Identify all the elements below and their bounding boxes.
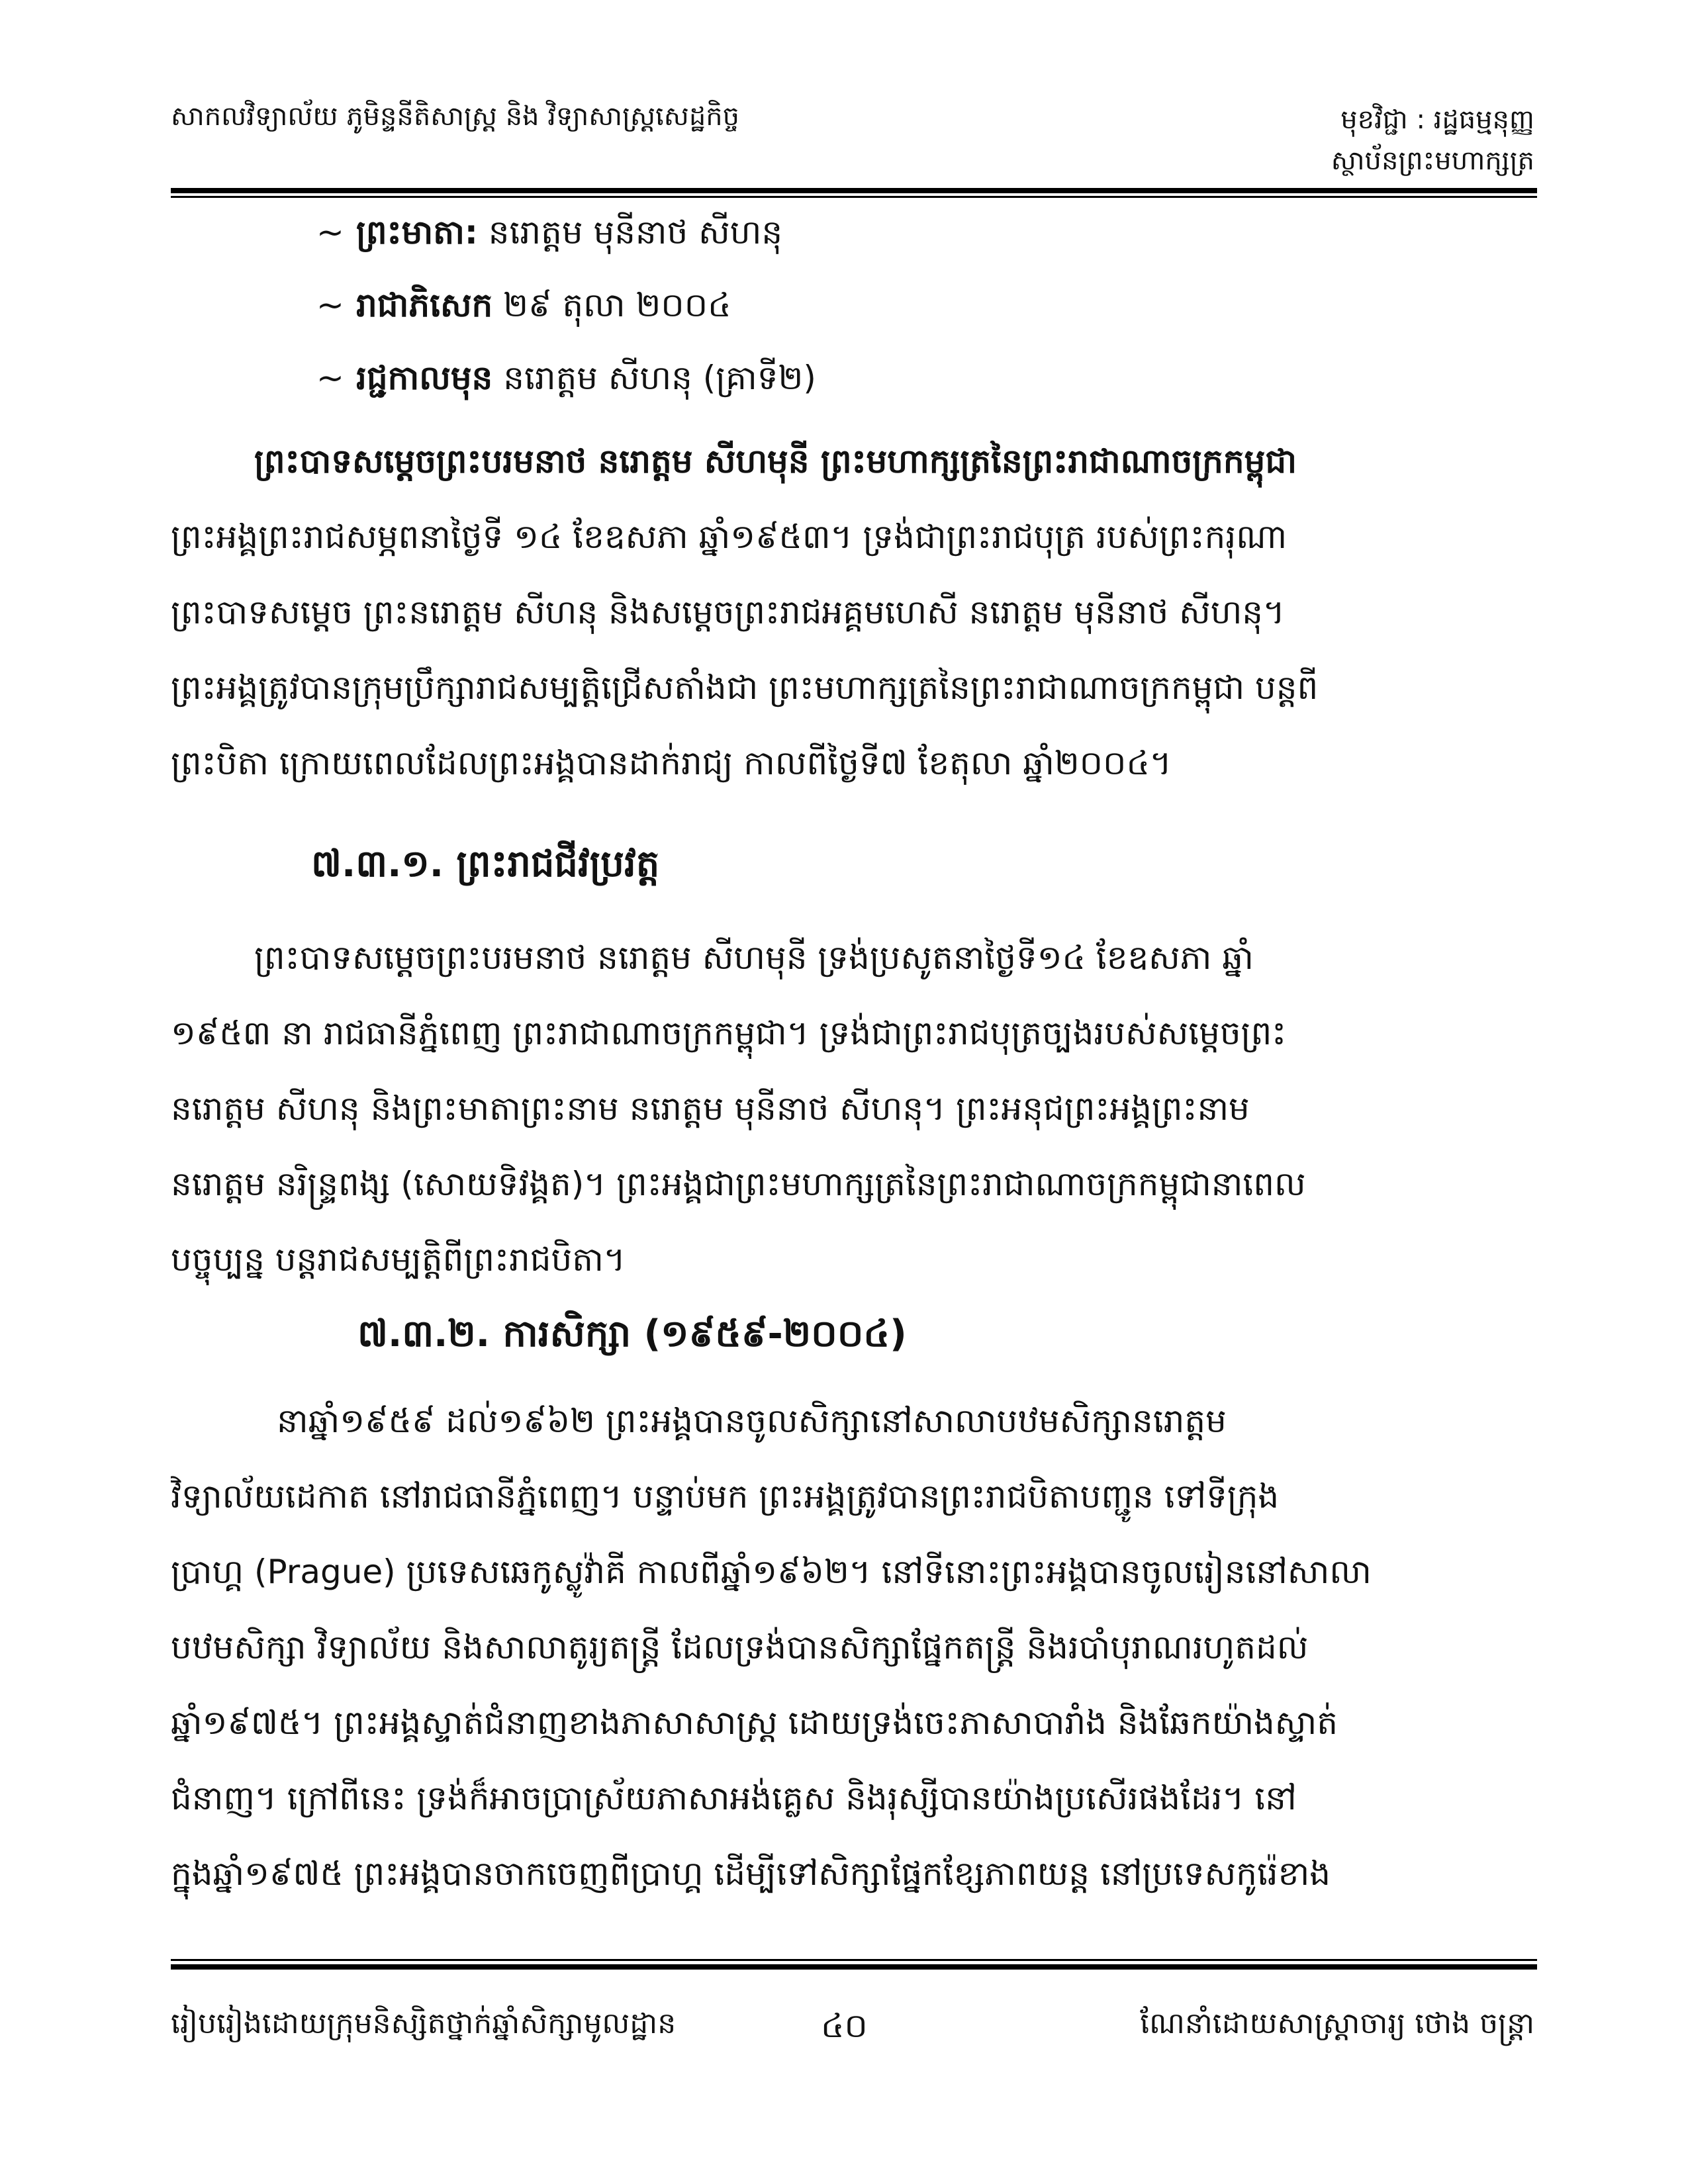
bullet-mother: ~ ព្រះមាតា: នរោត្តម មុនីនាថ សីហនុ bbox=[316, 213, 783, 251]
section-heading: ៧.៣.២. ការសិក្សា (១៩៥៩-២០០៤) bbox=[357, 1312, 907, 1355]
footer-left: រៀបរៀងដោយក្រុមនិស្សិតថ្នាក់ឆ្នាំសិក្សាមូលដ្ឋាន bbox=[171, 2007, 677, 2040]
edu-line: ឆ្នាំ១៩៧៥។ ព្រះអង្គស្ទាត់ជំនាញខាងភាសាសាស្ត្រ ដោយទ្រង់ចេះភាសាបារាំង និងឆែកយ៉ាងស្ទាត់ bbox=[171, 1704, 1338, 1742]
edu-line: ក្នុងឆ្នាំ១៩៧៥ ព្រះអង្គបានចាកចេញពីប្រាហ្គ ដើម្បីទៅសិក្សាផ្នែកខ្សែភាពយន្ត នៅប្រទេសកូរ៉េខាង bbox=[171, 1854, 1331, 1893]
footer-rule-thick bbox=[171, 1964, 1537, 1970]
footer-right: ណែនាំដោយសាស្ត្រាចារ្យ ថោង ចន្ត្រា bbox=[1140, 2007, 1534, 2040]
header-left: សាកលវិទ្យាល័យ ភូមិន្ទនីតិសាស្ត្រ និង វិទ្យាសាស្ត្រសេដ្ឋកិច្ច bbox=[171, 101, 740, 132]
header-rule-thin bbox=[171, 196, 1537, 198]
bullet-label: ព្រះមាតា: bbox=[356, 213, 478, 251]
bullet-predecessor: ~ រជ្ជកាលមុន នរោត្តម សីហនុ (គ្រាទី២) bbox=[316, 359, 816, 397]
bio-line: នរោត្តម សីហនុ និងព្រះមាតាព្រះនាម នរោត្តម មុនីនាថ សីហនុ។ ព្រះអនុជព្រះអង្គព្រះនាម bbox=[171, 1089, 1250, 1128]
edu-line: ជំនាញ។ ក្រៅពីនេះ ទ្រង់ក៏អាចប្រាស្រ័យភាសាអង់គ្លេស និងរុស្សីបានយ៉ាងប្រសើរផងដែរ។ នៅ bbox=[171, 1779, 1297, 1817]
intro-line: ព្រះបាទសម្តេច ព្រះនរោត្តម សីហនុ និងសម្តេចព្រះរាជអគ្គមហេសី នរោត្តម មុនីនាថ សីហនុ។ bbox=[171, 593, 1286, 631]
bullet-text: នរោត្តម សីហនុ (គ្រាទី២) bbox=[503, 359, 816, 397]
biography-paragraph bbox=[171, 920, 1537, 1297]
intro-line: ព្រះបិតា ក្រោយពេលដែលព្រះអង្គបានដាក់រាជ្យ កាលពីថ្ងៃទី៧ ខែតុលា ឆ្នាំ២០០៤។ bbox=[171, 744, 1172, 782]
bullet-label: រាជាភិសេក bbox=[356, 286, 493, 324]
section-heading: ៧.៣.១. ព្រះរាជជីវប្រវត្ត bbox=[311, 842, 660, 886]
intro-line: ព្រះអង្គត្រូវបានក្រុមប្រឹក្សារាជសម្បត្តិជ្រើសតាំងជា ព្រះមហាក្សត្រនៃព្រះរាជាណាចក្រកម្ពុជា បន្តពី bbox=[171, 668, 1319, 707]
education-paragraph bbox=[171, 1383, 1537, 1911]
edu-line: វិទ្យាល័យដេកាត នៅរាជធានីភ្នំពេញ។ បន្ទាប់មក ព្រះអង្គត្រូវបានព្រះរាជបិតាបញ្ជូន ទៅទីក្រុង bbox=[171, 1477, 1280, 1516]
bio-line: ១៩៥៣ នា រាជធានីភ្នំពេញ ព្រះរាជាណាចក្រកម្ពុជា។ ទ្រង់ជាព្រះរាជបុត្រច្បងរបស់សម្តេចព្រះ bbox=[171, 1014, 1287, 1052]
intro-paragraph bbox=[171, 424, 1537, 801]
bullet-text: នរោត្តម មុនីនាថ សីហនុ bbox=[488, 213, 783, 251]
edu-line: ប្រាហ្គ (Prague) ប្រទេសឆេកូស្លូវ៉ាគី កាលពីឆ្នាំ១៩៦២។ នៅទីនោះព្រះអង្គបានចូលរៀននៅសាលា bbox=[171, 1553, 1372, 1591]
header-topic: ស្ថាប័នព្រះមហាក្សត្រ bbox=[1331, 146, 1534, 176]
intro-line: ព្រះអង្គព្រះរាជសម្ភពនាថ្ងៃទី ១៤ ខែឧសភា ឆ្នាំ១៩៥៣។ ទ្រង់ជាព្រះរាជបុត្រ របស់ព្រះករុណា bbox=[171, 518, 1288, 556]
header-subject: មុខវិជ្ជា : រដ្ឋធម្មនុញ្ញ bbox=[1340, 105, 1534, 135]
edu-line: បឋមសិក្សា វិទ្យាល័យ និងសាលាតូរ្យតន្ត្រី ដែលទ្រង់បានសិក្សាផ្នែកតន្ត្រី និងរបាំបុរាណរហូតដល់ bbox=[171, 1628, 1309, 1666]
bullet-label: រជ្ជកាលមុន bbox=[356, 359, 493, 397]
intro-line: ព្រះបាទសម្តេចព្រះបរមនាថ នរោត្តម សីហមុនី ព្រះមហាក្សត្រនៃព្រះរាជាណាចក្រកម្ពុជា bbox=[254, 442, 1297, 480]
bullet-coronation: ~ រាជាភិសេក ២៩ តុលា ២០០៤ bbox=[316, 286, 731, 324]
header-right bbox=[1331, 99, 1534, 181]
footer-rule-thin bbox=[171, 1959, 1537, 1961]
bio-line: នរោត្តម នរិន្ទ្រពង្ស (សោយទិវង្គត)។ ព្រះអង្គជាព្រះមហាក្សត្រនៃព្រះរាជាណាចក្រកម្ពុជានាពេល bbox=[171, 1165, 1306, 1203]
page-number: ៤០ bbox=[821, 2007, 868, 2045]
edu-line: នាឆ្នាំ១៩៥៩ ដល់១៩៦២ ព្រះអង្គបានចូលសិក្សានៅសាលាបឋមសិក្សានរោត្តម bbox=[277, 1402, 1227, 1440]
bio-line: ព្រះបាទសម្តេចព្រះបរមនាថ នរោត្តម សីហមុនី ទ្រង់ប្រសូតនាថ្ងៃទី១៤ ខែឧសភា ឆ្នាំ bbox=[254, 938, 1254, 977]
bullet-text: ២៩ តុលា ២០០៤ bbox=[503, 286, 731, 324]
header-rule-thick bbox=[171, 188, 1537, 193]
bio-line: បច្ចុប្បន្ន បន្តរាជសម្បត្តិពីព្រះរាជបិតា។ bbox=[171, 1240, 626, 1279]
